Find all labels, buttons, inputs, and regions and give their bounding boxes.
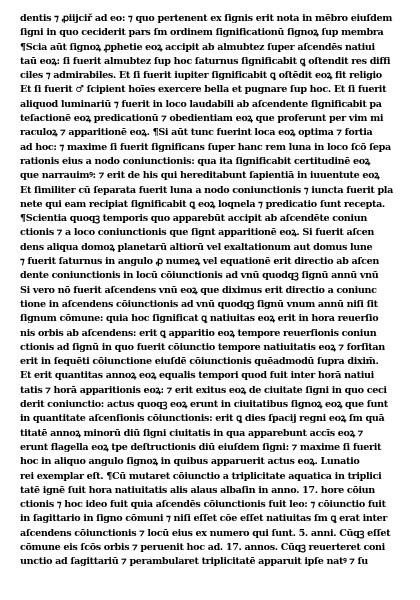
text-line: tatis ⁊ horā apparitionis eoꝝ: ⁊ erit exitus eoꝝ de ciuitate ſigni in quo ceci [20, 384, 387, 396]
text-line: raculoꝝ ⁊ apparitionē eoꝝ. ¶Si aūt tunc fuerint loca eoꝝ optima ⁊ fortia [20, 127, 373, 139]
text-line: hoc in aliquo angulo ſignoꝝ in quibus apparuerit actus eoꝝ. Lunatio [20, 456, 360, 468]
text-line: titatē annoꝝ minorū diū ſigni ciuitatis in qua apparebunt accīs eoꝝ ⁊ [20, 427, 363, 439]
document-page [20, 12, 402, 588]
text-line: que narrauimꝰ: ⁊ erit de his qui hereditabunt ſapientiā in iuuentute eoꝝ [20, 170, 380, 182]
text-line: Et ſi fuerit ♂ ſcipient hoīes exercere bella et pugnare ſup hoc. Et ſi fuerit [20, 84, 387, 96]
text-line: derit coniunctio: actus quoqꝫ eoꝝ erunt in ciuitatibus ſignoꝝ eoꝝ que ſunt [20, 399, 388, 411]
text-line: cōmune eis ſcōs orbis ⁊ peruenit hoc ad. 17. annos. Cūqꝫ reuerteret coni [20, 541, 385, 553]
text-line: Si vero nō fuerit aſcendens vnū eoꝝ que diximus erit directio a coniunc [20, 284, 377, 296]
text-line: Et erit quantitas annoꝝ eoꝝ equalis tempori quod fuit inter horā natiui [20, 370, 374, 382]
text-line: ad hoc: ⁊ maxime ſi fuerit ſignificans ſuper hanc rem luna in loco ſcō ſepa [20, 141, 391, 153]
text-line: ¶Scientia quoqꝫ temporis quo apparebūt accipit ab aſcendēte coniun [20, 213, 367, 225]
text-line: in quantitate aſcenſionis cōiunctionis: erit ꝗ dies ſpacij regni eoꝝ ſm quā [20, 413, 385, 425]
text-line: ctionis ad ſignū in quo fuerit cōiunctio tempore natiuitatis eoꝝ ⁊ forſitan [20, 341, 385, 353]
text-line: dens aliqua domoꝝ planetarū altiorū vel exaltationum aut domus lune [20, 241, 373, 253]
text-line: rationis eius a nodo coniunctionis: qua ita ſignificabit certitudinē eoꝝ [20, 155, 371, 167]
text-line: ſigni in quo ceciderit pars ſm ordinem ſignificationū ſignoꝝ ſup membra [20, 27, 384, 39]
text-line: ¶Scia aūt ſignoꝝ ꝓphetie eoꝝ accipit ab almubtez ſuper aſcendēs natiui [20, 41, 375, 53]
text-line: aſcendens cōiunctionis ⁊ locū eius ex numero qui ſunt. 5. anni. Cūqꝫ eſſet [20, 527, 391, 539]
text-line: dentis ⁊ ꝓiijciř ad eo: ⁊ quo pertenent ex ſignis erit nota in mēbro eiuſdem [20, 13, 393, 24]
text-line: dente coniunctionis in locū cōiunctionis ad vnū quodqꝫ ſignū annū vnū [20, 270, 379, 282]
text-line: tatē ignē ſuit hora natiuitatis alis alaus albaſin in anno. 17. hore cōiun [20, 484, 375, 496]
text-line: erunt flagella eoꝝ tpe deſtructionis diū eiuſdem ſigni: ⁊ maxime ſi fuerit [20, 441, 382, 453]
text-line: ſignum cōmune: quia hoc ſignificat ꝗ natiuitas eoꝝ erit in hora reuerſio [20, 313, 379, 325]
text-line: taū eoꝝ: ſi fuerit almubtez ſup hoc ſaturnus ſignificabit ꝗ oſtendit res diffi [20, 55, 391, 67]
text-line: rei exemplar eſt. ¶Cū mutaret cōiunctio a triplicitate aquatica in triplici [20, 470, 382, 482]
text-line: aliquod luminariū ⁊ fuerit in loco laudabili ab aſcendente ſignificabit pa [20, 98, 382, 110]
text-line: erit in ſequēti cōiunctione eiuſdē cōiunctionis quēadmodū ſupra dixim̄. [20, 356, 379, 368]
text-line: Et ſimiliter cū ſeparata fuerit luna a nodo coniunctionis ⁊ iuncta fuerit pla [20, 184, 393, 196]
text-line: teſactionē eoꝝ predicationū ⁊ obedientiam eoꝝ que proferunt per vim mi [20, 113, 384, 125]
text-line: ctionis ⁊ hoc ideo fuit quia aſcendēs cōiunctionis fuit leo: ⁊ cōiunctio fuit [20, 499, 386, 511]
text-line: ciles ⁊ admirabiles. Et ſi fuerit iupiter ſignificabit ꝗ oſtēdit eoꝝ fit religio [20, 70, 382, 82]
text-line: in ſagittario in ſigno cōmuni ⁊ niſi eſſet cōe eſſet natiuitas ſm ꝗ erat inter [20, 513, 388, 525]
text-line: ctionis ⁊ a loco coniunctionis que ſignt apparitionē eoꝝ. Si fuerit aſcen [20, 227, 374, 239]
text-line: tione in aſcendens cōiunctionis ad vnū quodqꝫ ſignū vnum annū niſi ſit [20, 298, 378, 310]
text-line: ⁊ fuerit ſaturnus in angulo ꝓ numeꝝ vel equationē erit directio ab aſcen [20, 256, 379, 268]
text-line: nete qui eam recipiat ſignificabit ꝗ eoꝝ loqnela ⁊ predicatio ſunt recepta. [20, 198, 385, 210]
text-line: unctio ad ſagittariū ⁊ perambularet triplicitatē apparuit ipſe natꝰ ⁊ ſu [20, 556, 368, 568]
text-line: nis orbis ab aſcendens: erit ꝗ apparitio eoꝝ tempore reuerſionis coniun [20, 327, 377, 339]
